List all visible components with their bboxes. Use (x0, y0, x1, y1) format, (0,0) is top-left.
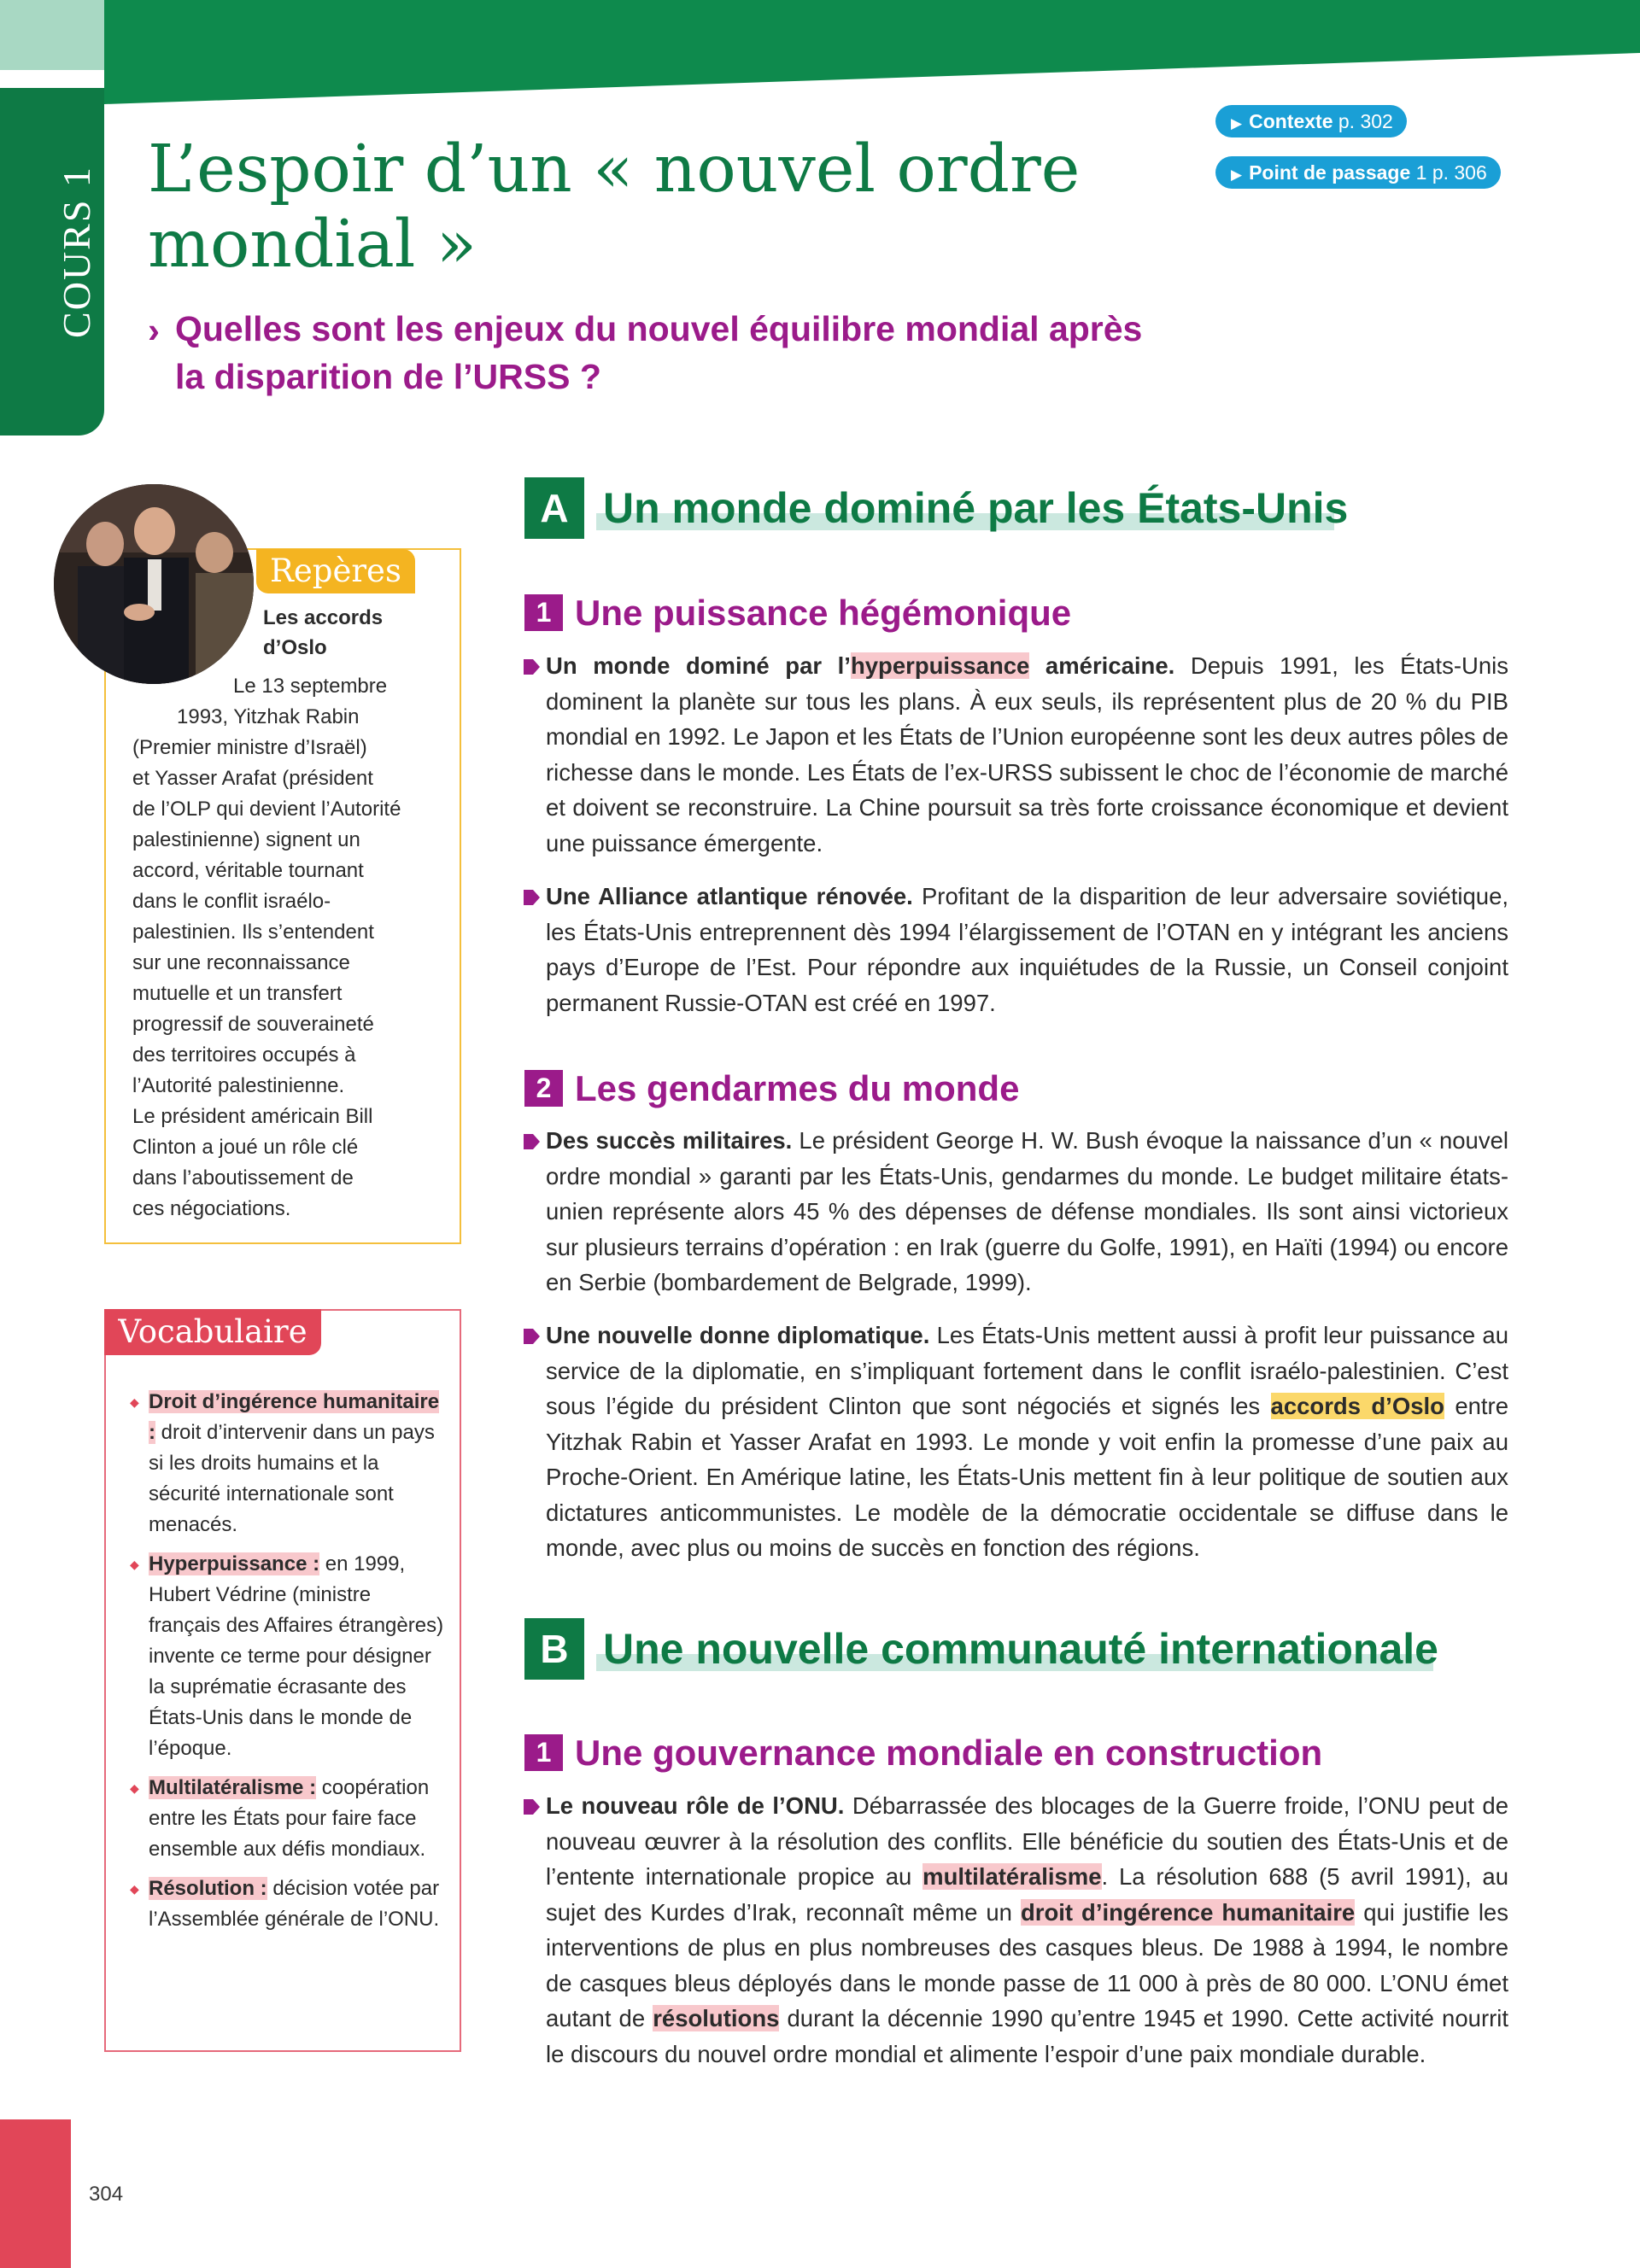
vocab-term: Droit d’ingérence humanitaire : (149, 1390, 440, 1444)
page-title (148, 132, 1173, 283)
vocab-def: décision votée par l’Assemblée générale de l’ONU. (149, 1877, 440, 1931)
subsection-a1-number: 1 (524, 594, 563, 631)
page-number: 304 (89, 2183, 124, 2206)
section-a-letter: A (524, 477, 584, 539)
ref-contexte-page: p. 302 (1338, 110, 1393, 132)
header-band (0, 0, 1640, 107)
vocab-item (130, 1387, 446, 1540)
bullet-arrow-icon (521, 1797, 542, 1817)
paragraph-a1-1: Un monde dominé par l’hyperpuissance américaine. Depuis 1991, les États-Unis dominent la planète sur tous les plans. À eux seuls, ils représentent plus de 20 % du PIB mondial en 1992. Le Japon et les États de l’Union européenne sont les deux autres pôles de richesse dans le monde. Les États de l’ex-URSS subissent le choc de l’économie de marché et doivent se reconstruire. La Chine poursuit sa très forte croissance économique et devient une puissance émergente. (546, 652, 1508, 856)
subsection-a1-title: Une puissance hégémonique (575, 593, 1072, 633)
term-resolutions: résolutions (653, 2005, 780, 2031)
play-triangle-icon: ▶ (1231, 115, 1243, 132)
vocab-item (130, 1773, 446, 1865)
subsection-b1-title: Une gouvernance mondiale en construction (575, 1733, 1323, 1773)
paragraph-a2-2: Une nouvelle donne diplomatique. Les États-Unis mettent aussi à profit leur puissance au service de la diplomatie, en s’impliquant fortement dans le conflit israélo-palestinien. C’est sous l’égide du président Clinton que sont négociés et signés les accords d’Oslo entre Yitzhak Rabin et Yasser Arafat en 1993. Le monde y voit enfin la promesse d’une paix au Proche-Orient. En Amérique latine, les États-Unis mettent fin à leur politique de soutien aux dictatures anticommunistes. Le modèle de la démocratie occidentale se diffuse dans le monde, avec plus ou moins de succès en fonction des régions. (546, 1322, 1509, 1561)
oslo-handshake-photo (54, 484, 254, 684)
ref-contexte-label: Contexte (1249, 110, 1333, 132)
section-a-title: Un monde dominé par les États-Unis (603, 484, 1349, 532)
bullet-arrow-icon (521, 1131, 542, 1152)
bullet-arrow-icon (521, 887, 542, 908)
title-line-1: L’espoir d’un « nouvel ordre (148, 132, 1081, 208)
vocab-term: Hyperpuissance : (149, 1552, 320, 1575)
vocab-def: coopération entre les États pour faire face ensemble aux défis mondiaux. (149, 1776, 430, 1861)
cours-label: COURS 1 (55, 166, 98, 338)
subsection-a2-title: Les gendarmes du monde (575, 1068, 1020, 1108)
reperes-heading: Les accords d’Oslo (263, 606, 384, 659)
question-line-2: la disparition de l’URSS ? (175, 357, 601, 396)
play-triangle-icon: ▶ (1231, 167, 1243, 183)
term-multilateralisme: multilatéralisme (922, 1863, 1102, 1890)
paragraph-b1-1: Le nouveau rôle de l’ONU. Débarrassée des blocages de la Guerre froide, l’ONU peut de nouveau œuvrer à la résolution des conflits. Elle bénéficie du soutien des États-Unis et de l’entente internationale propice au multilatéralisme. La résolution 688 (5 avril 1991), au sujet des Kurdes d’Irak, reconnaît même un droit d’ingérence humanitaire qui justifie les interventions de plus en plus nombreuses des casques bleus. De 1988 à 1994, le nombre de casques bleus déployés dans le monde passe de 11 000 à près de 80 000. L’ONU émet autant de résolutions durant la décennie 1990 qu’entre 1945 et 1990. Cette activité nourrit le discours du nouvel ordre mondial et alimente l’espoir d’une paix mondiale durable. (546, 1792, 1509, 2067)
section-b-letter: B (524, 1618, 584, 1680)
reperes-label: Repères (256, 549, 415, 593)
title-line-2: mondial » (148, 207, 477, 283)
vocab-term: Résolution : (149, 1877, 267, 1900)
term-accords-oslo: accords d’Oslo (1270, 1393, 1444, 1419)
paragraph-a2-1: Des succès militaires. Le président George H. W. Bush évoque la naissance d’un « nouvel ordre mondial » garanti par les États-Unis, gendarmes du monde. Le budget militaire états-unien représente alors 45 % des dépenses de défense mondiales. Ils sont ainsi victorieux sur plusieurs terrains d’opération : en Irak (guerre du Golfe, 1991), en Haïti (1994) ou encore en Serbie (bombardement de Belgrade, 1999). (546, 1127, 1508, 1295)
chevron-right-icon: › (148, 310, 160, 350)
page-corner-marker (0, 2119, 71, 2268)
paragraph-a1-2: Une Alliance atlantique rénovée. Profitant de la disparition de leur adversaire soviétique, les États-Unis entreprennent dès 1994 l’élargissement de l’OTAN en y intégrant les anciens pays d’Europe de l’Est. Pour répondre aux inquiétudes de la Russie, un Conseil conjoint permanent Russie-OTAN est créé en 1997. (546, 883, 1508, 1016)
bullet-arrow-icon (521, 1326, 542, 1347)
ref-point-de-passage[interactable] (1215, 156, 1501, 189)
ref-pdp-page: 1 p. 306 (1415, 161, 1487, 184)
vocab-def: droit d’intervenir dans un pays si les droits humains et la sécurité internationale sont menacés. (149, 1421, 435, 1536)
subsection-b1-number: 1 (524, 1734, 563, 1771)
ref-pdp-label: Point de passage (1249, 161, 1411, 184)
reperes-text: Le 13 septembre 1993, Yitzhak Rabin (Premier ministre d’Israël) et Yasser Arafat (président de l’OLP qui devient l’Autorité palestinienne) signent un accord, véritable tournant dans le conflit israélo- palestinien. Ils s’entendent sur une reconnaissance mutuelle et un transfert progressif de souveraineté des territoires occupés à l’Autorité palestinienne. Le président américain Bill Clinton a joué un rôle clé dans l’aboutissement de ces négociations. (132, 675, 401, 1220)
vocabulaire-list (130, 1387, 446, 1944)
question-line-1: Quelles sont les enjeux du nouvel équilibre mondial après (175, 309, 1143, 348)
vocab-def: en 1999, Hubert Védrine (ministre français des Affaires étrangères) invente ce terme pour désigner la suprématie écrasante des États-Unis dans le monde de l’époque. (149, 1552, 444, 1760)
vocabulaire-label: Vocabulaire (104, 1309, 321, 1355)
term-hyperpuissance: hyperpuissance (850, 652, 1030, 679)
vocab-item (130, 1549, 446, 1764)
vocab-item (130, 1873, 446, 1935)
subsection-a2-number: 2 (524, 1070, 563, 1107)
bullet-arrow-icon (521, 657, 542, 677)
term-droit-ingerence: droit d’ingérence humanitaire (1020, 1898, 1356, 1926)
vocab-term: Multilatéralisme : (149, 1776, 317, 1799)
ref-contexte[interactable] (1215, 105, 1407, 137)
section-b-title: Une nouvelle communauté internationale (603, 1625, 1438, 1673)
